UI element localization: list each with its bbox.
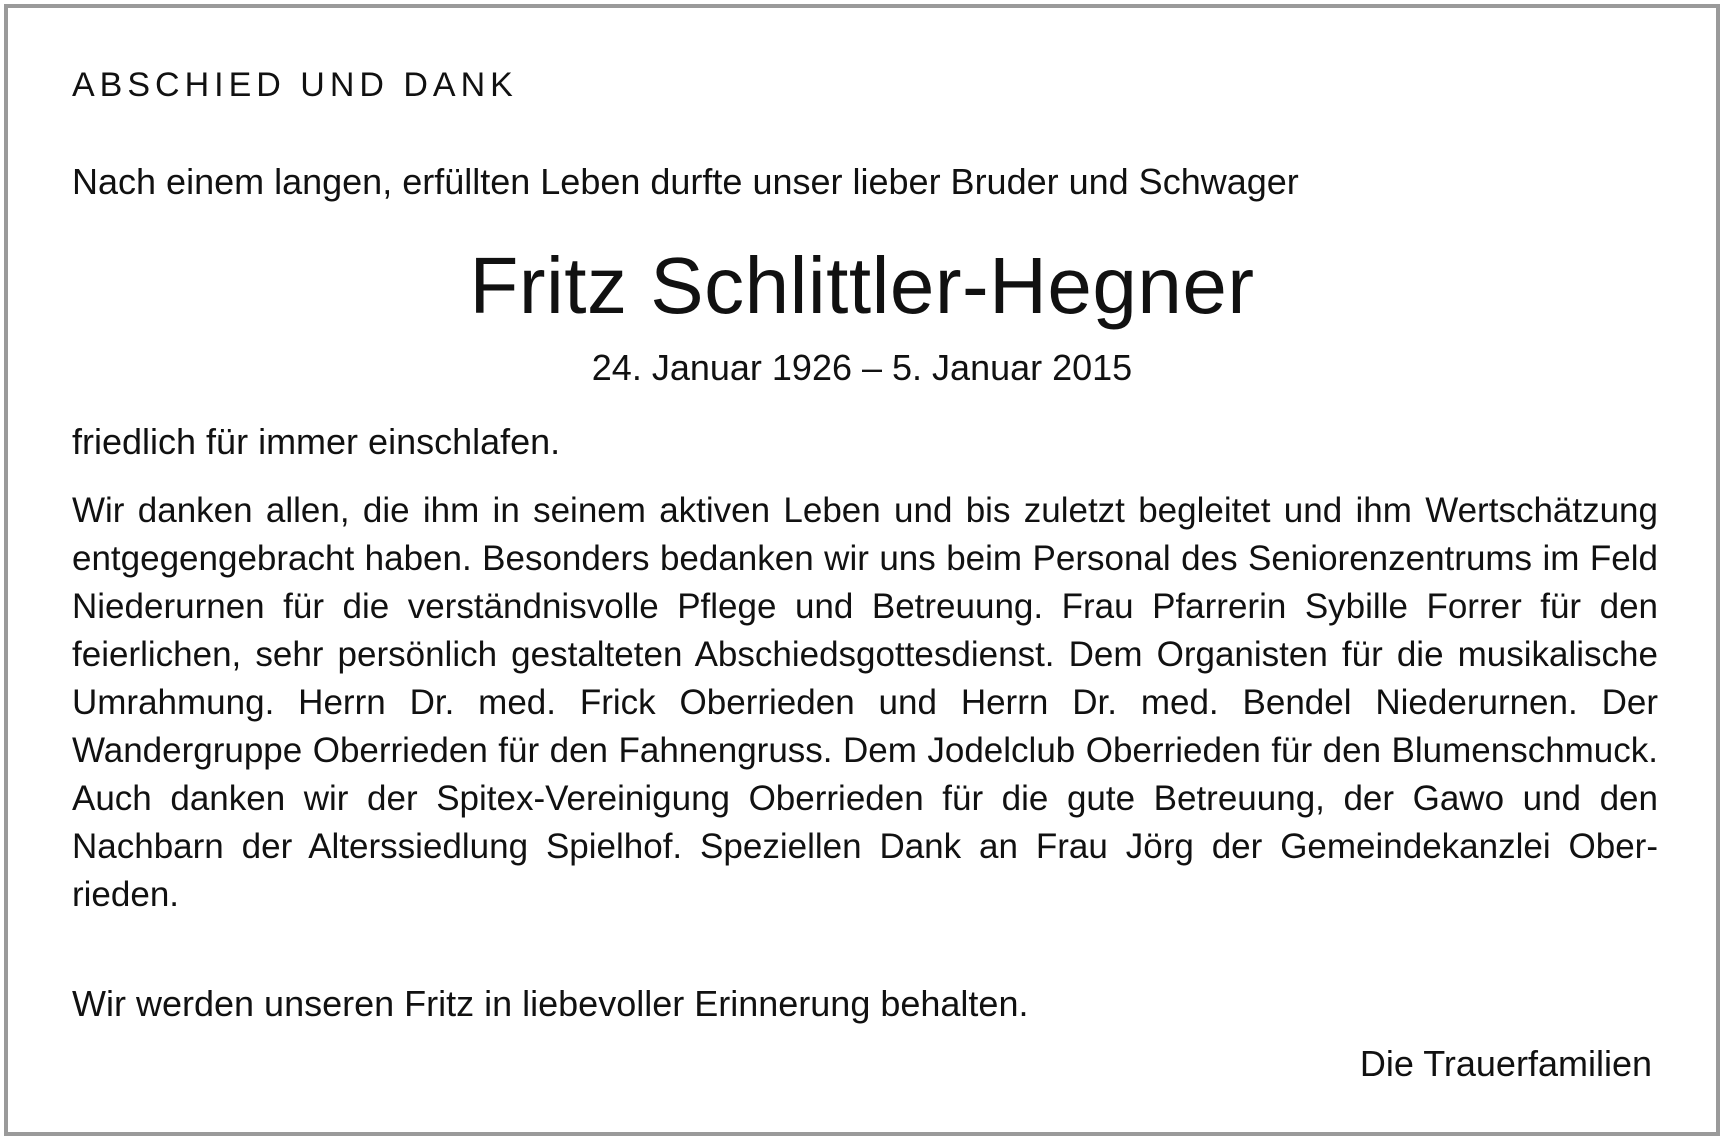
intro-text: Nach einem langen, erfüllten Leben durfte unser lieber Bruder und Schwager <box>72 161 1299 202</box>
thanks-paragraph: Wir danken allen, die ihm in seinem aktiven Leben und bis zuletzt begleitet und ihm Wertschätzung entgegengebracht haben. Besonders bedanken wir uns beim Personal des Seniorenzentrums im Feld Niederurnen für die verständnisvolle Pflege und Betreuung. Frau Pfarrerin Sybille Forrer für den feierlichen, sehr persönlich gestalteten Abschiedsgottesdienst. Dem Organisten für die musikalische Umrahmung. Herrn Dr. med. Frick Oberrieden und Herrn Dr. med. Bendel Niederurnen. Der Wandergruppe Oberrieden für den Fahnengruss. Dem Jodelclub Oberrieden für den Blumenschmuck. Auch danken wir der Spitex-Vereinigung Oberrieden für die gute Betreuung, der Gawo und den Nachbarn der Alterssiedlung Spielhof. Speziellen Dank an Frau Jörg der Gemeindekanzlei Oberrieden. <box>72 491 1658 914</box>
closing-text: Wir werden unseren Fritz in liebevoller Erinnerung behalten. <box>72 983 1029 1024</box>
signature: Die Trauerfamilien <box>1359 1043 1652 1084</box>
notice-heading: ABSCHIED UND DANK <box>72 66 518 104</box>
continuation-text: friedlich für immer einschlafen. <box>72 421 561 462</box>
obituary-notice <box>4 4 1720 1136</box>
deceased-name: Fritz Schlittler-Hegner <box>469 241 1255 330</box>
life-dates: 24. Januar 1926 – 5. Januar 2015 <box>591 347 1133 388</box>
